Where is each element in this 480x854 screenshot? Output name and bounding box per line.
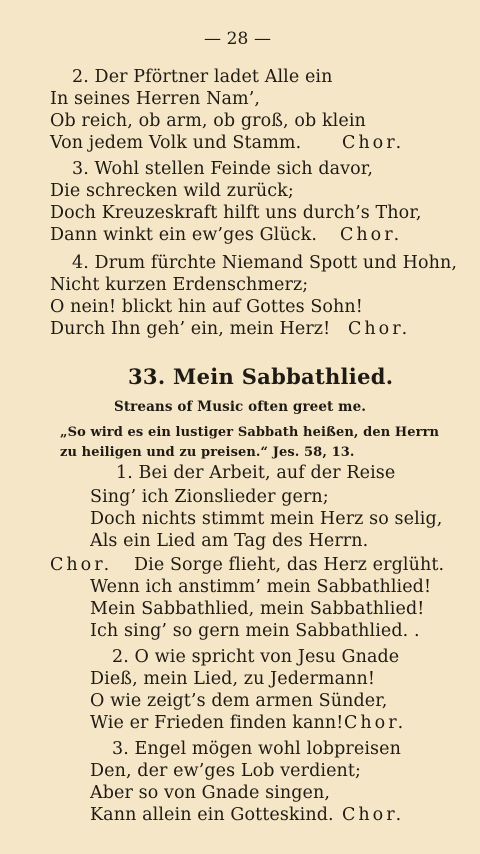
scripture-motto: zu heiligen und zu preisen.“ Jes. 58, 13. — [60, 445, 355, 460]
verse-line: Durch Ihn geh’ ein, mein Herz! — [50, 319, 331, 339]
chorus-line: Mein Sabbathlied, mein Sabbathlied! — [90, 599, 425, 619]
verse-line: 2. Der Pförtner ladet Alle ein — [72, 67, 333, 87]
verse-line: Die schrecken wild zurück; — [50, 181, 294, 201]
verse-line: Dieß, mein Lied, zu Jedermann! — [90, 669, 376, 689]
verse-line: Doch nichts stimmt mein Herz so selig, — [90, 509, 443, 529]
verse-line: Den, der ew’ges Lob verdient; — [90, 761, 362, 781]
verse-line: Doch Kreuzeskraft hilft uns durch’s Thor, — [50, 203, 422, 223]
verse-line: 3. Engel mögen wohl lobpreisen — [112, 739, 401, 759]
chorus-line: Wenn ich anstimm’ mein Sabbathlied! — [90, 577, 432, 597]
chor-label: Chor. — [342, 805, 405, 825]
english-tune-line: Streans of Music often greet me. — [114, 399, 367, 415]
chor-label: Chor. — [344, 713, 407, 733]
verse-line: Kann allein ein Gotteskind. — [90, 805, 334, 825]
chorus-line: Die Sorge flieht, das Herz erglüht. — [134, 555, 445, 575]
verse-line: Aber so von Gnade singen, — [90, 783, 331, 803]
chor-label: Chor. — [342, 133, 405, 153]
verse-line: In seines Herren Nam’, — [50, 89, 261, 109]
chor-label: Chor. — [340, 225, 403, 245]
chor-label: Chor. — [50, 555, 113, 575]
verse-line: 3. Wohl stellen Feinde sich davor, — [72, 159, 373, 179]
verse-line: O nein! blickt hin auf Gottes Sohn! — [50, 297, 363, 317]
verse-line: Als ein Lied am Tag des Herrn. — [90, 531, 369, 551]
verse-line: 1. Bei der Arbeit, auf der Reise — [116, 463, 396, 483]
verse-line: Sing’ ich Zionslieder gern; — [90, 487, 329, 507]
hymn-title: 33. Mein Sabbathlied. — [128, 364, 394, 389]
chorus-line: Ich sing’ so gern mein Sabbathlied. . — [90, 621, 420, 641]
verse-line: 4. Drum fürchte Niemand Spott und Hohn, — [72, 253, 458, 273]
scripture-motto: „So wird es ein lustiger Sabbath heißen, den Herrn — [60, 425, 440, 440]
verse-line: Dann winkt ein ew’ges Glück. — [50, 225, 318, 245]
verse-line: Nicht kurzen Erdenschmerz; — [50, 275, 309, 295]
verse-line: Ob reich, ob arm, ob groß, ob klein — [50, 111, 366, 131]
verse-line: O wie zeigt’s dem armen Sünder, — [90, 691, 388, 711]
page-number: — 28 — — [204, 29, 272, 49]
chor-label: Chor. — [348, 319, 411, 339]
verse-line: Wie er Frieden finden kann! — [90, 713, 344, 733]
verse-line: Von jedem Volk und Stamm. — [50, 133, 302, 153]
verse-line: 2. O wie spricht von Jesu Gnade — [112, 647, 400, 667]
